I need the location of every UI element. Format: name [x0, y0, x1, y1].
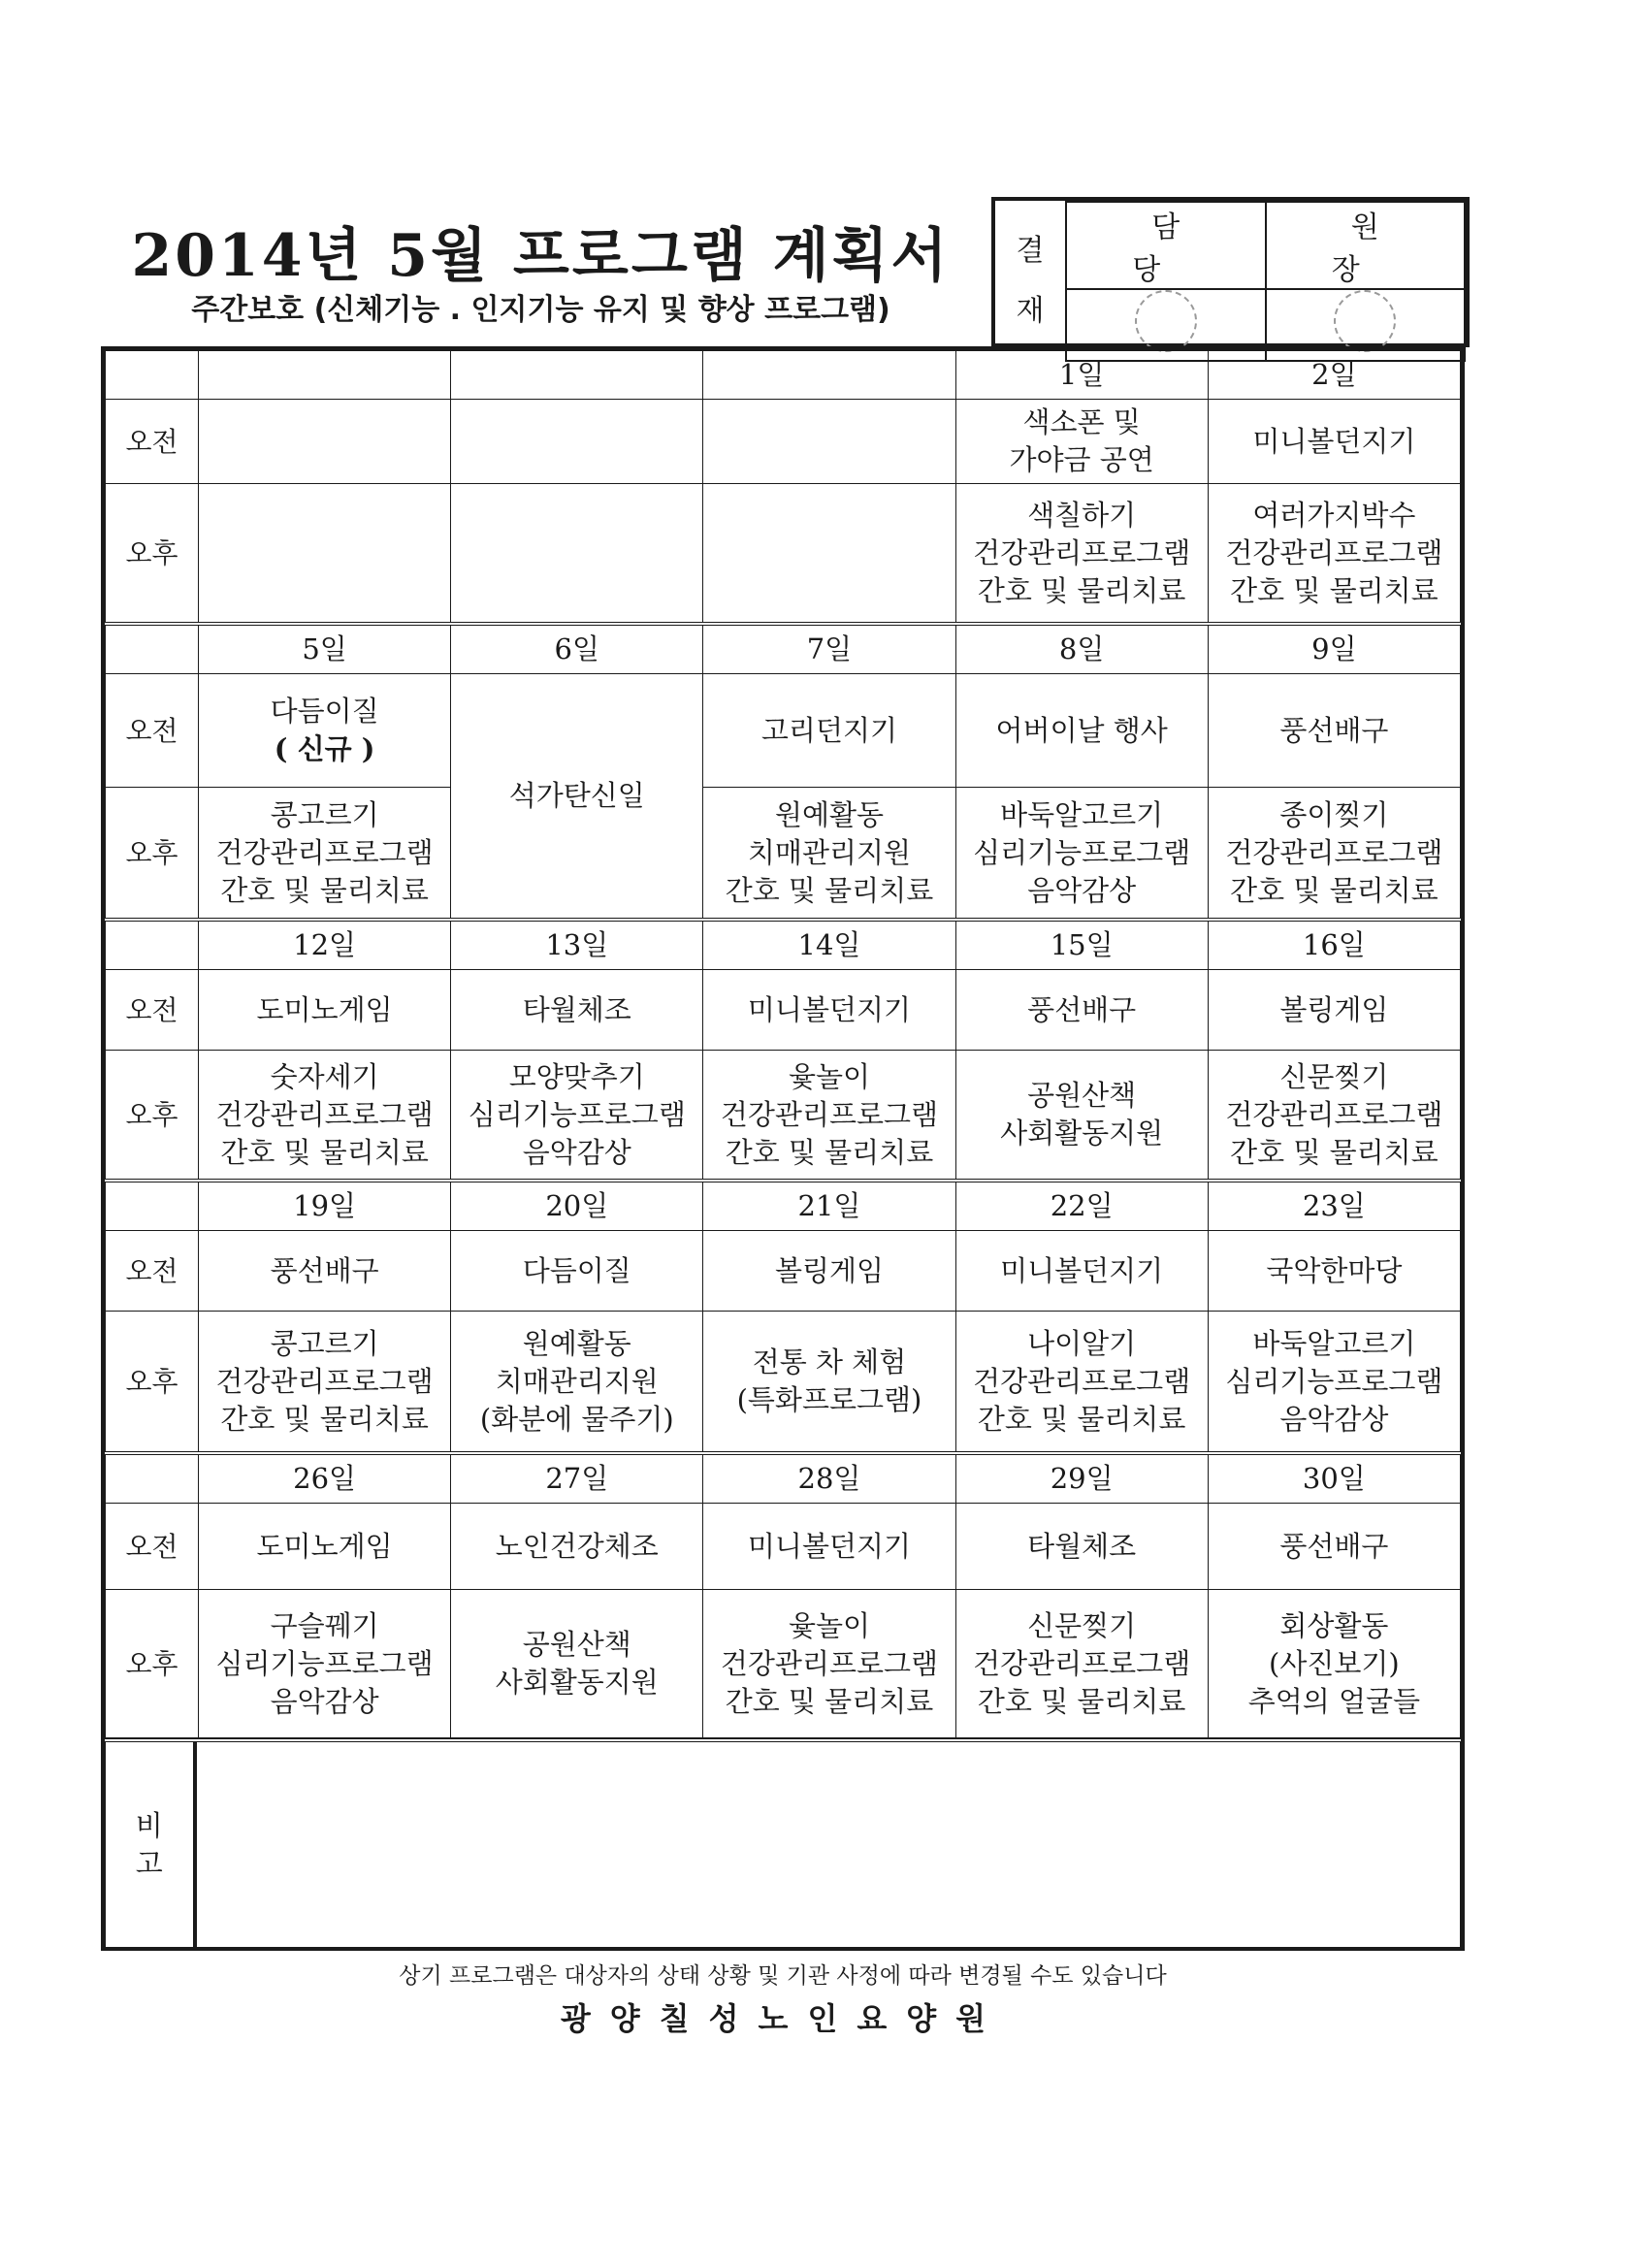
activity-cell — [199, 1504, 451, 1590]
activity-line: 건강관리프로그램 — [973, 535, 1191, 569]
activity-cell — [1208, 1504, 1460, 1590]
activity-line: 건강관리프로그램 — [720, 1646, 939, 1680]
activity-line: 윷놀이 — [788, 1608, 870, 1642]
activity-cell — [955, 788, 1208, 921]
activity-line: 간호 및 물리치료 — [220, 1402, 429, 1436]
activity-line: 간호 및 물리치료 — [1230, 873, 1439, 907]
activity-line: (화분에 물주기) — [479, 1402, 674, 1436]
activity-cell — [1208, 1051, 1460, 1182]
afternoon-label: 오후 — [106, 1051, 199, 1182]
activity-line: 간호 및 물리치료 — [725, 1135, 934, 1169]
activity-line: 간호 및 물리치료 — [1230, 573, 1439, 607]
date-cell — [451, 351, 703, 400]
afternoon-label: 오후 — [106, 1590, 199, 1738]
afternoon-label: 오후 — [106, 484, 199, 625]
date-cell: 1일 — [955, 351, 1208, 400]
activity-line: 바둑알고르기 — [1252, 1326, 1416, 1360]
activity-line: 심리기능프로그램 — [973, 835, 1191, 869]
date-row — [106, 1453, 1461, 1504]
activity-line: 나이알기 — [1027, 1326, 1137, 1360]
afternoon-row — [106, 484, 1461, 625]
date-cell: 26일 — [199, 1453, 451, 1504]
activity-line: 치매관리지원 — [747, 835, 912, 869]
activity-cell — [955, 1312, 1208, 1454]
date-row-label — [106, 624, 199, 674]
activity-line: 고리던지기 — [760, 713, 897, 747]
activity-line: 사회활동지원 — [495, 1666, 659, 1699]
activity-line: 색소폰 및 — [1022, 405, 1141, 438]
activity-line: 간호 및 물리치료 — [1230, 1135, 1439, 1169]
activity-line: 국악한마당 — [1266, 1253, 1403, 1287]
activity-line: 음악감상 — [1279, 1402, 1389, 1436]
activity-cell — [199, 400, 451, 484]
activity-line: 간호 및 물리치료 — [220, 1135, 429, 1169]
activity-line: 음악감상 — [522, 1135, 631, 1169]
activity-line: 음악감상 — [270, 1684, 379, 1718]
activity-line: 다듬이질 — [522, 1253, 631, 1287]
date-cell: 20일 — [451, 1181, 703, 1231]
activity-line: 종이찢기 — [1279, 797, 1389, 831]
date-cell — [703, 351, 955, 400]
activity-cell — [451, 970, 703, 1051]
activity-line: 콩고르기 — [270, 1326, 379, 1360]
activity-cell — [955, 400, 1208, 484]
activity-cell — [451, 1231, 703, 1312]
afternoon-row — [106, 1051, 1461, 1182]
date-cell: 5일 — [199, 624, 451, 674]
activity-cell — [955, 1590, 1208, 1738]
date-cell: 19일 — [199, 1181, 451, 1231]
activity-cell — [1208, 1312, 1460, 1454]
activity-line: 원예활동 — [774, 797, 884, 831]
activity-cell — [703, 970, 955, 1051]
activity-line: 간호 및 물리치료 — [725, 873, 934, 907]
activity-cell — [199, 1231, 451, 1312]
morning-label: 오전 — [106, 400, 199, 484]
date-row-label — [106, 1181, 199, 1231]
activity-line: 구슬꿰기 — [270, 1608, 379, 1642]
date-cell: 8일 — [955, 624, 1208, 674]
activity-line: 건강관리프로그램 — [1225, 1097, 1443, 1131]
date-cell: 15일 — [955, 920, 1208, 970]
remarks-area — [195, 1740, 1461, 1949]
activity-line: 건강관리프로그램 — [215, 835, 434, 869]
date-cell: 6일 — [451, 624, 703, 674]
activity-cell — [955, 484, 1208, 625]
date-cell: 9일 — [1208, 624, 1460, 674]
activity-cell — [955, 1504, 1208, 1590]
date-cell: 23일 — [1208, 1181, 1460, 1231]
activity-cell — [199, 1312, 451, 1454]
activity-cell — [199, 484, 451, 625]
date-cell: 30일 — [1208, 1453, 1460, 1504]
activity-cell — [199, 674, 451, 788]
date-cell: 29일 — [955, 1453, 1208, 1504]
activity-cell — [703, 1051, 955, 1182]
activity-line: 볼링게임 — [774, 1253, 884, 1287]
activity-cell — [451, 1051, 703, 1182]
activity-cell — [199, 1051, 451, 1182]
date-row — [106, 351, 1461, 400]
date-row — [106, 920, 1461, 970]
activity-line: 색칠하기 — [1027, 498, 1137, 532]
activity-line: 볼링게임 — [1279, 992, 1389, 1026]
activity-line: 풍선배구 — [1279, 1529, 1389, 1563]
activity-line: 모양맞추기 — [508, 1059, 645, 1093]
schedule-table — [101, 346, 1465, 1951]
seal-stamp-icon — [1135, 290, 1197, 352]
activity-line: 간호 및 물리치료 — [725, 1684, 934, 1718]
page-title: 2014년 5월 프로그램 계획서 — [131, 222, 951, 290]
date-cell: 22일 — [955, 1181, 1208, 1231]
morning-label: 오전 — [106, 1504, 199, 1590]
afternoon-row — [106, 1312, 1461, 1454]
morning-row — [106, 674, 1461, 788]
date-row-label — [106, 1453, 199, 1504]
activity-line: 건강관리프로그램 — [1225, 835, 1443, 869]
activity-cell — [199, 1590, 451, 1738]
date-row-label — [106, 920, 199, 970]
activity-cell — [703, 1231, 955, 1312]
activity-line: 풍선배구 — [1027, 992, 1137, 1026]
activity-line: 심리기능프로그램 — [215, 1646, 434, 1680]
date-cell — [199, 351, 451, 400]
approval-label: 결 재 — [995, 202, 1066, 361]
date-row — [106, 1181, 1461, 1231]
activity-line: 미니볼던지기 — [1000, 1253, 1164, 1287]
morning-row — [106, 400, 1461, 484]
activity-line: 바둑알고르기 — [1000, 797, 1164, 831]
footer-note: 상기 프로그램은 대상자의 상태 상황 및 기관 사정에 따라 변경될 수도 있습니다 — [399, 1963, 1167, 1989]
date-cell: 16일 — [1208, 920, 1460, 970]
activity-cell — [1208, 788, 1460, 921]
activity-line: 미니볼던지기 — [1252, 424, 1416, 458]
afternoon-row — [106, 788, 1461, 921]
activity-line: 공원산책 — [1027, 1079, 1137, 1112]
activity-line: 가야금 공연 — [1009, 443, 1154, 476]
date-cell: 13일 — [451, 920, 703, 970]
activity-line: 사회활동지원 — [1000, 1117, 1164, 1150]
activity-line: 어버이날 행사 — [995, 713, 1168, 747]
seal-stamp-icon — [1334, 290, 1396, 352]
activity-line: (사진보기) — [1269, 1646, 1400, 1680]
organization-name: 광양칠성노인요양원 — [560, 2000, 1006, 2037]
activity-line: 심리기능프로그램 — [468, 1097, 686, 1131]
activity-cell — [199, 970, 451, 1051]
activity-line: 도미노게임 — [256, 992, 393, 1026]
activity-cell — [1208, 1231, 1460, 1312]
activity-line: 간호 및 물리치료 — [977, 1402, 1186, 1436]
activity-cell — [955, 970, 1208, 1051]
holiday-cell — [451, 674, 703, 921]
activity-cell — [703, 788, 955, 921]
activity-line: 건강관리프로그램 — [973, 1646, 1191, 1680]
activity-line: 간호 및 물리치료 — [977, 573, 1186, 607]
activity-line: 건강관리프로그램 — [215, 1097, 434, 1131]
activity-line: 건강관리프로그램 — [215, 1364, 434, 1398]
activity-line: 추억의 얼굴들 — [1247, 1684, 1421, 1718]
approval-box — [991, 197, 1470, 347]
activity-line: 간호 및 물리치료 — [977, 1684, 1186, 1718]
date-cell: 7일 — [703, 624, 955, 674]
date-row — [106, 624, 1461, 674]
activity-line: 윷놀이 — [788, 1059, 870, 1093]
activity-line: 음악감상 — [1027, 873, 1137, 907]
activity-cell — [451, 1504, 703, 1590]
date-cell: 21일 — [703, 1181, 955, 1231]
remarks-label: 비 고 — [106, 1740, 195, 1949]
activity-line: 회상활동 — [1279, 1608, 1389, 1642]
activity-line: 심리기능프로그램 — [1225, 1364, 1443, 1398]
activity-cell — [703, 400, 955, 484]
morning-label: 오전 — [106, 1231, 199, 1312]
activity-cell — [955, 1051, 1208, 1182]
activity-line: 신문찢기 — [1027, 1608, 1137, 1642]
title-block — [102, 222, 980, 328]
activity-cell — [703, 1312, 955, 1454]
date-cell: 27일 — [451, 1453, 703, 1504]
activity-line: 건강관리프로그램 — [1225, 535, 1443, 569]
date-row-label — [106, 351, 199, 400]
afternoon-label: 오후 — [106, 1312, 199, 1454]
activity-line: 공원산책 — [522, 1628, 631, 1661]
activity-cell — [199, 788, 451, 921]
date-cell: 12일 — [199, 920, 451, 970]
activity-line: (특화프로그램) — [736, 1383, 922, 1416]
activity-cell — [703, 1504, 955, 1590]
activity-line: 노인건강체조 — [495, 1529, 659, 1563]
activity-line: 도미노게임 — [256, 1529, 393, 1563]
activity-cell — [1208, 674, 1460, 788]
activity-line: 건강관리프로그램 — [720, 1097, 939, 1131]
activity-cell — [451, 1312, 703, 1454]
activity-line: ( 신규 ) — [274, 732, 375, 765]
activity-line: 신문찢기 — [1279, 1059, 1389, 1093]
activity-line: 원예활동 — [522, 1326, 631, 1360]
activity-cell — [451, 1590, 703, 1738]
activity-line: 타월체조 — [1027, 1529, 1137, 1563]
activity-cell — [1208, 1590, 1460, 1738]
morning-row — [106, 970, 1461, 1051]
activity-cell — [451, 400, 703, 484]
activity-cell — [1208, 970, 1460, 1051]
morning-row — [106, 1231, 1461, 1312]
morning-label: 오전 — [106, 970, 199, 1051]
activity-cell — [703, 484, 955, 625]
activity-line: 숫자세기 — [270, 1059, 379, 1093]
morning-label: 오전 — [106, 674, 199, 788]
activity-cell — [955, 674, 1208, 788]
activity-cell — [451, 484, 703, 625]
activity-line: 콩고르기 — [270, 797, 379, 831]
activity-cell — [703, 1590, 955, 1738]
activity-line: 간호 및 물리치료 — [220, 873, 429, 907]
date-cell: 2일 — [1208, 351, 1460, 400]
afternoon-row — [106, 1590, 1461, 1738]
activity-line: 치매관리지원 — [495, 1364, 659, 1398]
activity-cell — [1208, 400, 1460, 484]
approval-director-header: 원 장 — [1266, 202, 1466, 289]
activity-line: 다듬이질 — [270, 695, 379, 728]
activity-line: 풍선배구 — [270, 1253, 379, 1287]
afternoon-label: 오후 — [106, 788, 199, 921]
date-cell: 14일 — [703, 920, 955, 970]
date-cell: 28일 — [703, 1453, 955, 1504]
page-subtitle: 주간보호 (신체기능 . 인지기능 유지 및 향상 프로그램) — [191, 293, 890, 327]
activity-cell — [703, 674, 955, 788]
activity-line: 전통 차 체험 — [752, 1345, 907, 1378]
activity-line: 석가탄신일 — [508, 779, 645, 812]
approval-manager-header: 담 당 — [1066, 202, 1266, 289]
activity-line: 여러가지박수 — [1252, 498, 1416, 532]
activity-line: 건강관리프로그램 — [973, 1364, 1191, 1398]
activity-cell — [1208, 484, 1460, 625]
activity-line: 풍선배구 — [1279, 713, 1389, 747]
activity-line: 타월체조 — [522, 992, 631, 1026]
activity-cell — [955, 1231, 1208, 1312]
activity-line: 미니볼던지기 — [747, 992, 912, 1026]
morning-row — [106, 1504, 1461, 1590]
activity-line: 미니볼던지기 — [747, 1529, 912, 1563]
